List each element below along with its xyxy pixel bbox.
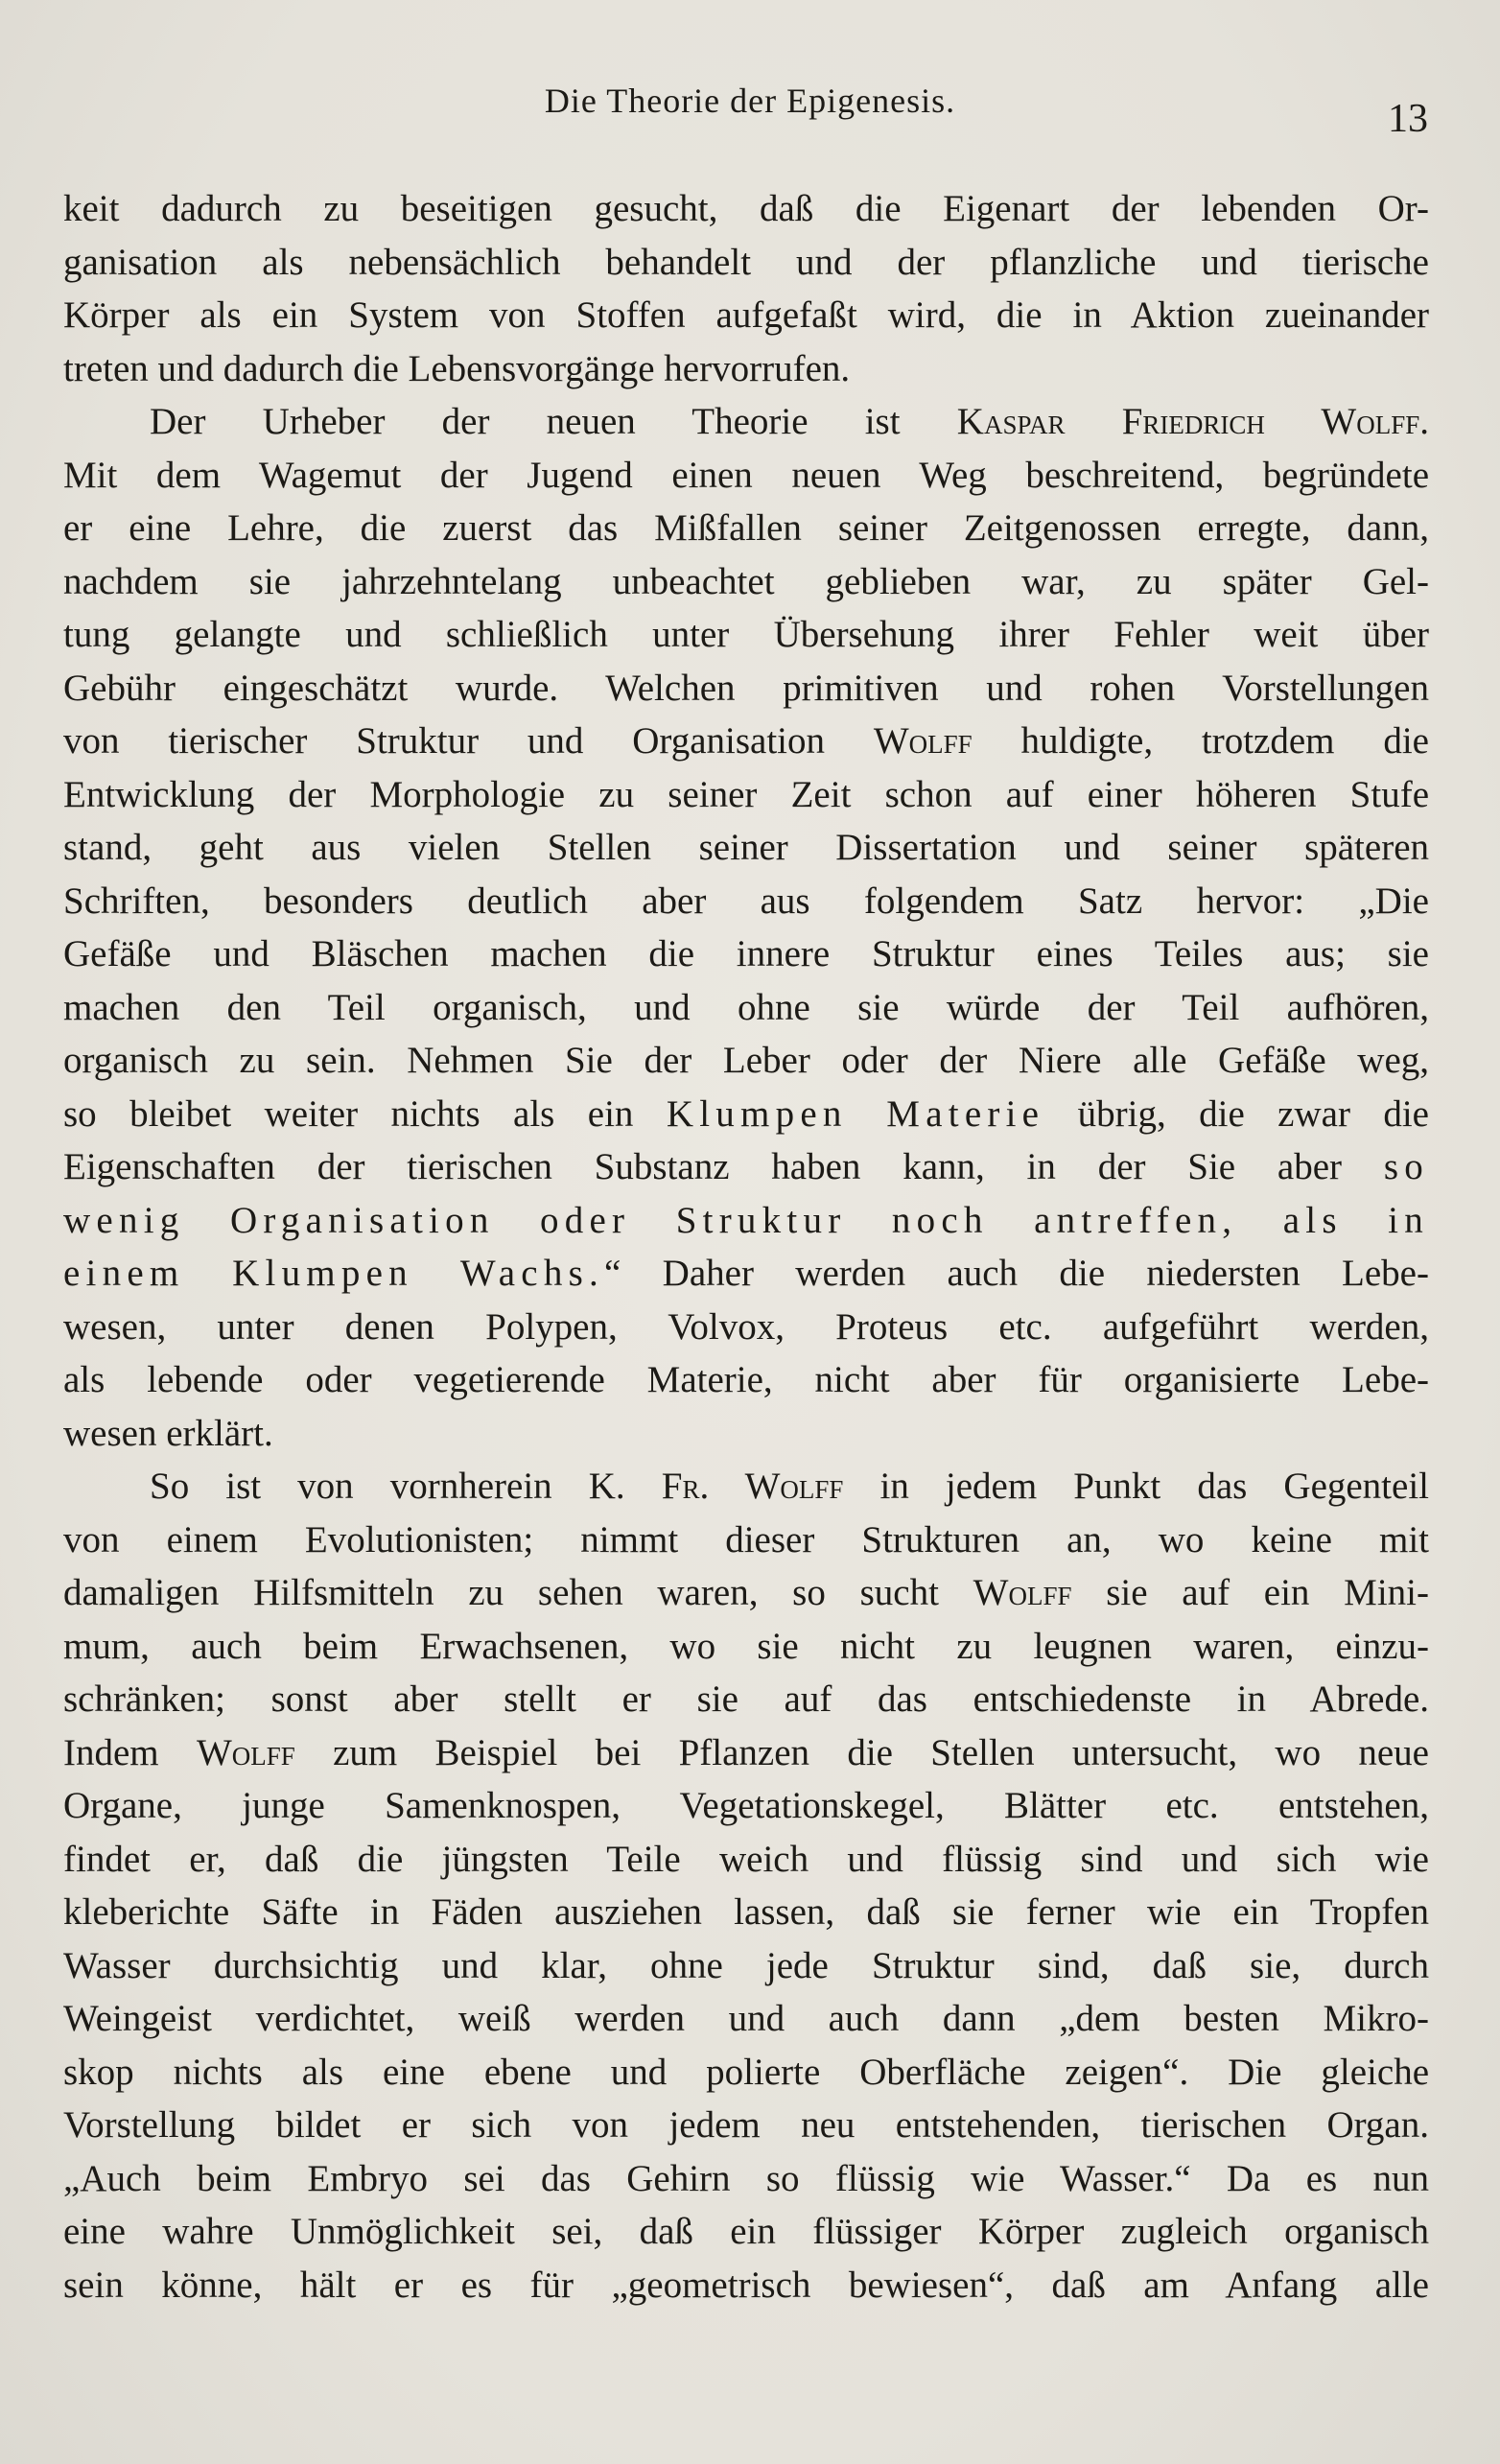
- text-run: als lebende oder vegetierende Materie, nicht aber für organisierte Lebe-: [63, 1359, 1429, 1400]
- text-run: von einem Evolutionisten; nimmt dieser Strukturen an, wo keine mit: [63, 1518, 1429, 1561]
- name-small-caps: Fr. Wolff: [661, 1466, 844, 1507]
- text-run: Gefäße und Bläschen machen die innere Struktur eines Teiles aus; sie: [63, 933, 1429, 974]
- text-line: [63, 821, 1429, 875]
- text-line: [63, 1514, 1429, 1567]
- text-line: [63, 1673, 1429, 1726]
- body-text: [63, 182, 1429, 2311]
- text-line: [63, 1939, 1429, 1993]
- text-run: machen den Teil organisch, und ohne sie würde der Teil aufhören,: [63, 986, 1429, 1028]
- text-run: nachdem sie jahrzehntelang unbeachtet geblieben war, zu später Gel-: [63, 560, 1429, 602]
- text-run: ganisation als nebensächlich behandelt und der pflanzliche und tierische: [63, 241, 1429, 283]
- running-title: Die Theorie der Epigenesis.: [544, 82, 956, 120]
- text-run: findet er, daß die jüngsten Teile weich und flüssig sind und sich wie: [63, 1838, 1429, 1880]
- text-line: [63, 1620, 1429, 1674]
- text-run: wesen erklärt.: [63, 1412, 273, 1454]
- spaced-emphasis: Klumpen Materie: [666, 1092, 1045, 1135]
- text-run: „Auch beim Embryo sei das Gehirn so flüssig wie Wasser.“ Da es nun: [63, 2157, 1429, 2199]
- name-small-caps: Wolff: [196, 1731, 295, 1773]
- text-line: [63, 608, 1429, 662]
- name-small-caps: Wolff: [873, 720, 973, 762]
- text-run: Wasser durchsichtig und klar, ohne jede Struktur sind, daß sie, durch: [63, 1944, 1429, 1986]
- text-run: treten und dadurch die Lebensvorgänge hervorrufen.: [63, 347, 851, 389]
- text-line: [63, 236, 1429, 290]
- spaced-emphasis: einem Klumpen Wachs.: [63, 1253, 604, 1294]
- text-line: [63, 1460, 1429, 1514]
- text-run: Organe, junge Samenknospen, Vegetationskegel, Blätter etc. entstehen,: [63, 1785, 1429, 1826]
- text-run: Indem: [63, 1731, 197, 1773]
- text-run: sein könne, hält er es für „geometrisch bewiesen“, daß am Anfang alle: [63, 2264, 1429, 2306]
- text-line: [63, 1726, 1429, 1780]
- text-run: Der Urheber der neuen Theorie ist: [150, 401, 957, 442]
- text-run: in jedem Punkt das Gegenteil: [843, 1466, 1429, 1507]
- text-run: Eigenschaften der tierischen Substanz haben kann, in der Sie aber: [63, 1146, 1384, 1187]
- text-run: Weingeist verdichtet, weiß werden und auch dann „dem besten Mikro-: [63, 1998, 1429, 2039]
- text-line: [63, 662, 1429, 716]
- text-line: [63, 875, 1429, 928]
- text-run: “ Daher werden auch die niedersten Lebe-: [604, 1253, 1429, 1294]
- text-line: [63, 555, 1429, 609]
- text-line: [63, 927, 1429, 981]
- text-run: übrig, die zwar die: [1044, 1092, 1429, 1135]
- text-run: schränken; sonst aber stellt er sie auf das entschiedenste in Abrede.: [63, 1678, 1429, 1720]
- text-line: [63, 2046, 1429, 2100]
- text-run: Gebühr eingeschätzt wurde. Welchen primitiven und rohen Vorstellungen: [63, 667, 1429, 709]
- text-line: [63, 768, 1429, 822]
- text-line: [63, 1088, 1429, 1141]
- text-run: organisch zu sein. Nehmen Sie der Leber oder der Niere alle Gefäße weg,: [63, 1040, 1429, 1081]
- text-line: [63, 1247, 1429, 1301]
- spaced-emphasis: wenig Organisation oder Struktur noch antreffen, als in: [63, 1199, 1429, 1241]
- text-run: mum, auch beim Erwachsenen, wo sie nicht zu leugnen waren, einzu-: [63, 1625, 1429, 1667]
- text-run: er eine Lehre, die zuerst das Mißfallen seiner Zeitgenossen erregte, dann,: [63, 507, 1429, 549]
- text-line: [63, 1140, 1429, 1194]
- text-run: kleberichte Säfte in Fäden ausziehen lassen, daß sie ferner wie ein Tropfen: [63, 1891, 1429, 1933]
- text-run: So ist von vornherein K.: [150, 1466, 662, 1507]
- text-line: [63, 1353, 1429, 1407]
- text-line: [63, 1407, 1429, 1461]
- text-line: [63, 1886, 1429, 1939]
- text-run: damaligen Hilfsmitteln zu sehen waren, so sucht: [63, 1572, 973, 1613]
- text-run: von tierischer Struktur und Organisation: [63, 720, 874, 762]
- text-run: huldigte, trotzdem die: [972, 720, 1429, 762]
- text-run: wesen, unter denen Polypen, Volvox, Proteus etc. aufgeführt werden,: [63, 1305, 1429, 1348]
- text-run: stand, geht aus vielen Stellen seiner Dissertation und seiner späteren: [63, 827, 1429, 868]
- text-run: Mit dem Wagemut der Jugend einen neuen Weg beschreitend, begründete: [63, 454, 1429, 496]
- text-line: [63, 1779, 1429, 1833]
- text-run: Körper als ein System von Stoffen aufgefaßt wird, die in Aktion zueinander: [63, 294, 1429, 336]
- text-run: .: [1419, 401, 1429, 442]
- text-run: skop nichts als eine ebene und polierte Oberfläche zeigen“. Die gleiche: [63, 2051, 1429, 2093]
- name-small-caps: Kaspar Friedrich Wolff: [956, 401, 1420, 442]
- text-line: [63, 2099, 1429, 2152]
- text-line: [63, 2152, 1429, 2206]
- text-line: [63, 1833, 1429, 1887]
- page-number: 13: [1388, 97, 1428, 141]
- text-run: eine wahre Unmöglichkeit sei, daß ein flüssiger Körper zugleich organisch: [63, 2211, 1429, 2252]
- text-line: [63, 342, 1429, 396]
- text-line: [63, 1194, 1429, 1248]
- text-line: [63, 182, 1429, 236]
- text-line: [63, 1566, 1429, 1620]
- text-line: [63, 715, 1429, 768]
- name-small-caps: Wolff: [973, 1572, 1072, 1613]
- text-line: [63, 1992, 1429, 2046]
- text-run: Vorstellung bildet er sich von jedem neu entstehenden, tierischen Organ.: [63, 2104, 1429, 2146]
- text-line: [63, 395, 1429, 449]
- text-run: so bleibet weiter nichts als ein: [63, 1092, 667, 1135]
- text-line: [63, 2259, 1429, 2312]
- text-run: sie auf ein Mini-: [1071, 1572, 1429, 1613]
- text-run: Schriften, besonders deutlich aber aus folgendem Satz hervor: „Die: [63, 880, 1429, 922]
- text-line: [63, 449, 1429, 503]
- spaced-emphasis: so: [1383, 1146, 1429, 1187]
- text-run: keit dadurch zu beseitigen gesucht, daß die Eigenart der lebenden Or-: [63, 188, 1429, 229]
- text-line: [63, 981, 1429, 1035]
- text-line: [63, 2205, 1429, 2259]
- text-run: zum Beispiel bei Pflanzen die Stellen untersucht, wo neue: [294, 1731, 1429, 1773]
- text-line: [63, 1301, 1429, 1354]
- text-line: [63, 289, 1429, 342]
- text-run: Entwicklung der Morphologie zu seiner Zeit schon auf einer höheren Stufe: [63, 773, 1429, 815]
- text-run: tung gelangte und schließlich unter Übersehung ihrer Fehler weit über: [63, 614, 1429, 655]
- text-line: [63, 1034, 1429, 1088]
- text-line: [63, 502, 1429, 555]
